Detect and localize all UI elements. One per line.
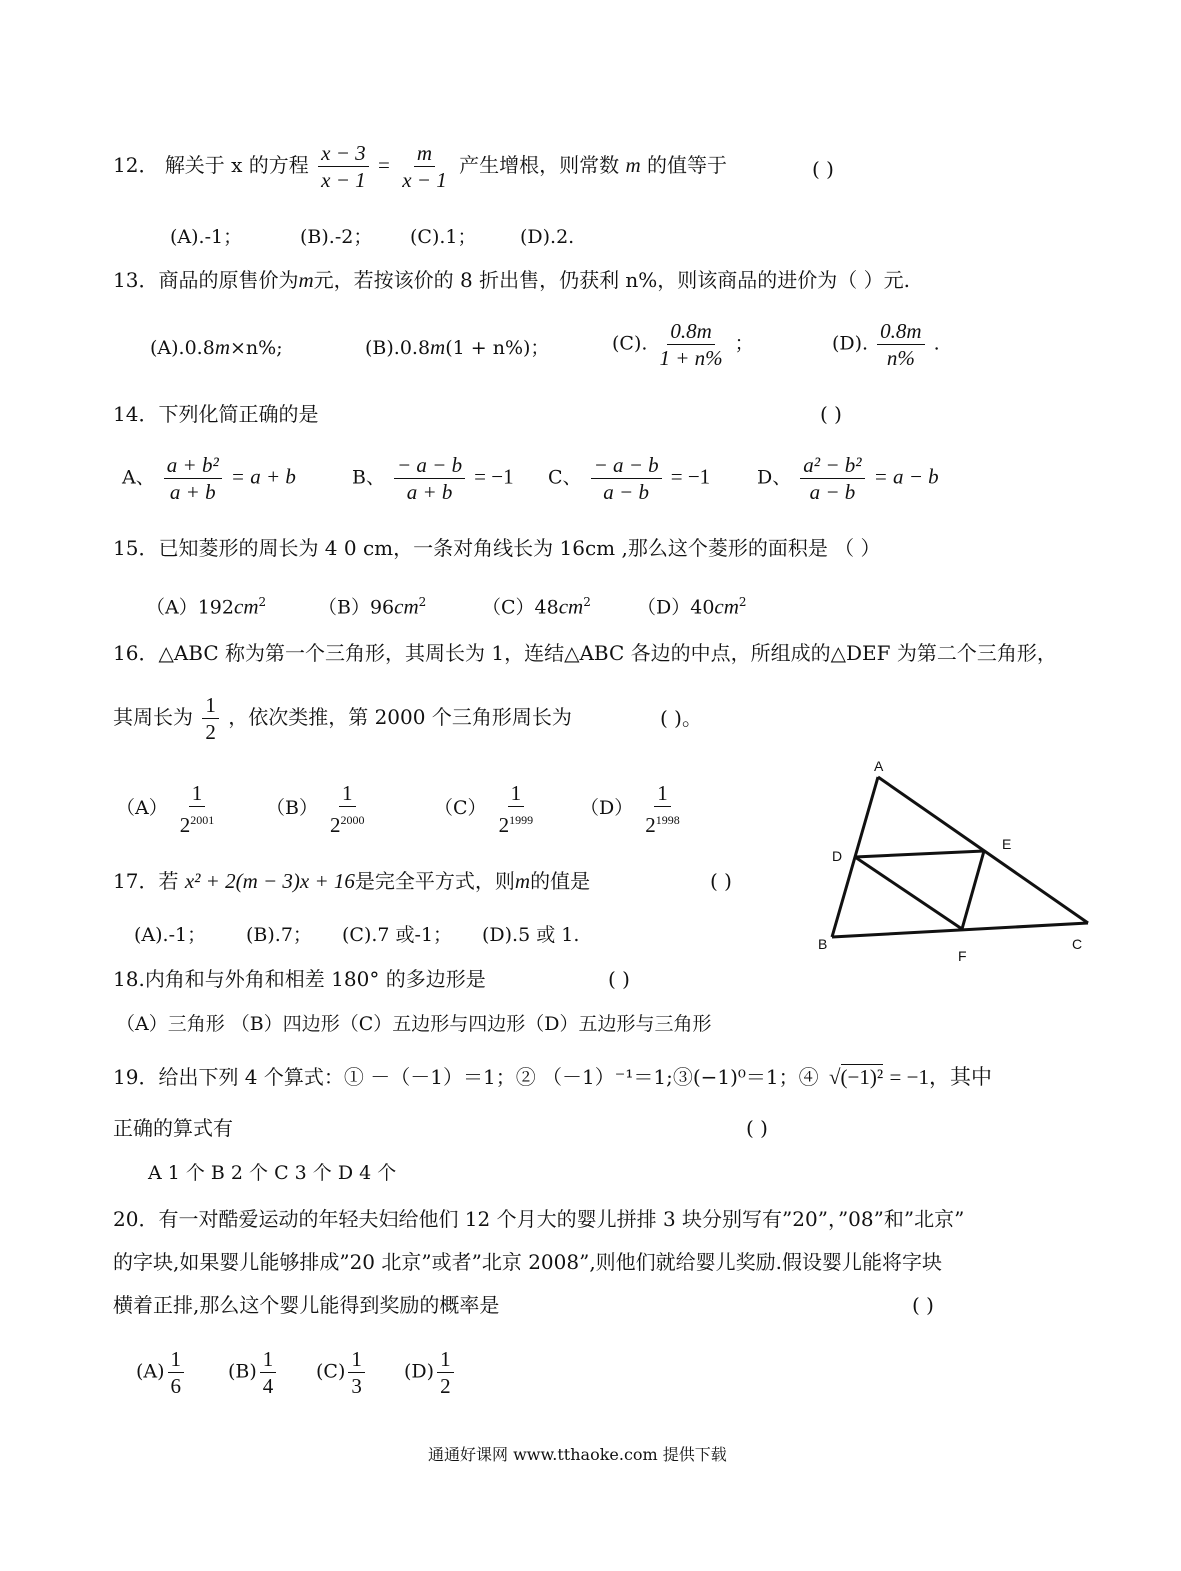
triangle-figure [810, 755, 1100, 965]
q14-stem: 14．下列化简正确的是 [113, 402, 319, 426]
q12-number: 12． [113, 153, 159, 177]
q13-option-c: (C). $\frac{0.8m}{1 + n\%}$ ； [612, 319, 754, 370]
q19-options: A 1 个 B 2 个 C 3 个 D 4 个 [148, 1162, 397, 1184]
q19-answer-blank: ( ) [746, 1116, 768, 1140]
side-bc [832, 923, 1088, 937]
page-footer: 通通好课网 www.tthaoke.com 提供下载 [428, 1445, 727, 1464]
q17-option-d: (D).5 或 1. [482, 924, 580, 946]
q16-option-a: （A） $\frac{1}{2^{2001}}$ [116, 781, 215, 837]
q17-option-b: (B).7； [246, 924, 312, 946]
q19-line1: 19．给出下列 4 个算式：① －（－1）＝1；② （－1）⁻¹＝1;③(−1)⁰＝1；④ √(−1)² = −1，其中 [113, 1065, 992, 1089]
q16-line1: 16．△ABC 称为第一个三角形，其周长为 1，连结△ABC 各边的中点，所组成的△DEF 为第二个三角形， [113, 641, 1057, 665]
q19-line2: 正确的算式有 [113, 1116, 233, 1140]
q16-line2: 其周长为 $\frac{1}{2}$ ，依次类推，第 2000 个三角形周长为 [113, 693, 572, 744]
q14-number: 14． [113, 402, 159, 426]
q12-answer-blank: ( ) [812, 157, 834, 181]
q14-option-a: A、 $\frac{\text{a + b²}}{a + b}$ = a + b [122, 453, 296, 504]
q15-number: 15． [113, 536, 159, 560]
q20-option-d: (D) $\frac{1}{2}$ [404, 1346, 457, 1399]
q16-number: 16． [113, 641, 159, 665]
q16-option-c: （C） $\frac{1}{2^{1999}}$ [434, 781, 534, 837]
q17-number: 17． [113, 869, 159, 893]
q20-option-b: (B) $\frac{1}{4}$ [228, 1346, 279, 1399]
q12-fraction-left: $\frac{x - 3}{x - 1}$ [318, 140, 369, 193]
q14-option-c: C、 $\frac{- a - b}{a - b}$ = −1 [548, 453, 711, 504]
q16-answer-blank: ( )。 [660, 706, 702, 730]
q17-stem: 17．若 x² + 2(m − 3)x + 16是完全平方式，则m的值是 [113, 869, 591, 893]
label-d: D [832, 848, 843, 864]
q20-line3: 横着正排,那么这个婴儿能得到奖励的概率是 [113, 1293, 500, 1317]
q15-option-c: $(C)48cm^2$ [482, 594, 591, 619]
q18-answer-blank: ( ) [608, 967, 630, 991]
q18-options: （A）三角形 （B）四边形（C）五边形与四边形（D）五边形与三角形 [116, 1013, 712, 1035]
segment-de [855, 851, 984, 857]
q12-stem: 12． 解关于 x 的方程 $\frac{x - 3}{x - 1}$ = $\frac{m}{x - 1}$ 产生增根，则常数 m 的值等于 [113, 141, 727, 192]
q12-option-a: (A).-1； [170, 226, 243, 248]
q18-stem: 18.内角和与外角和相差 180° 的多边形是 [113, 967, 486, 991]
q20-line1: 20．有一对酷爱运动的年轻夫妇给他们 12 个月大的婴儿拼排 3 块分别写有”20”，”08”和”北京” [113, 1207, 965, 1231]
q18-number: 18. [113, 967, 145, 991]
label-e: E [1002, 836, 1012, 852]
q19-number: 19． [113, 1065, 159, 1089]
q15-stem: 15．已知菱形的周长为 4 0 cm，一条对角线长为 16cm ,那么这个菱形的面积是 （ ） [113, 536, 881, 560]
q17-option-c: (C).7 或-1； [342, 924, 453, 946]
q15-option-b: $(B)96cm^2$ [318, 594, 427, 619]
segment-ef [962, 851, 984, 929]
q15-option-d: $(D)40cm^2$ [637, 594, 747, 619]
q20-line2: 的字块,如果婴儿能够排成”20 北京”或者”北京 2008”,则他们就给婴儿奖励.假设婴儿能将字块 [113, 1250, 943, 1274]
q14-option-d: D、 $\frac{\text{a² − b²}}{a - b}$ = a − b [757, 453, 939, 504]
q16-option-b: （B） $\frac{1}{2^{2000}}$ [266, 781, 365, 837]
q12-option-d: (D).2. [520, 226, 575, 248]
q13-stem: 13．商品的原售价为m元，若按该价的 8 折出售，仍获利 n%，则该商品的进价为（ ）元. [113, 268, 911, 292]
label-b: B [818, 936, 828, 952]
label-c: C [1072, 936, 1083, 952]
q17-option-a: (A).-1； [134, 924, 207, 946]
q14-answer-blank: ( ) [820, 402, 842, 426]
q14-option-b: B、 $\frac{- a - b}{a + b}$ = −1 [352, 453, 514, 504]
q20-option-a: (A) $\frac{1}{6}$ [136, 1346, 187, 1399]
q12-fraction-right: $\frac{m}{x - 1}$ [402, 141, 447, 192]
label-f: F [958, 948, 967, 964]
q20-number: 20． [113, 1207, 159, 1231]
q15-option-a: $(A)192cm^2$ [146, 594, 267, 619]
q20-option-c: (C) $\frac{1}{3}$ [316, 1346, 368, 1399]
q12-option-b: (B).-2； [300, 226, 373, 248]
segment-df [855, 857, 962, 929]
q19-sqrt: √(−1)² [829, 1065, 884, 1089]
q13-option-d: (D). $\frac{0.8m}{n\%}$ . [832, 319, 940, 370]
q13-option-b: (B).0.8m(1 + n%)； [365, 335, 550, 359]
q17-answer-blank: ( ) [710, 869, 732, 893]
q20-answer-blank: ( ) [912, 1293, 934, 1317]
q13-number: 13． [113, 268, 159, 292]
label-a: A [874, 758, 884, 774]
q13-option-a: (A).0.8m×n%; [150, 335, 283, 359]
q12-option-c: (C).1； [410, 226, 477, 248]
q16-option-d: （D） $\frac{1}{2^{1998}}$ [580, 781, 680, 837]
